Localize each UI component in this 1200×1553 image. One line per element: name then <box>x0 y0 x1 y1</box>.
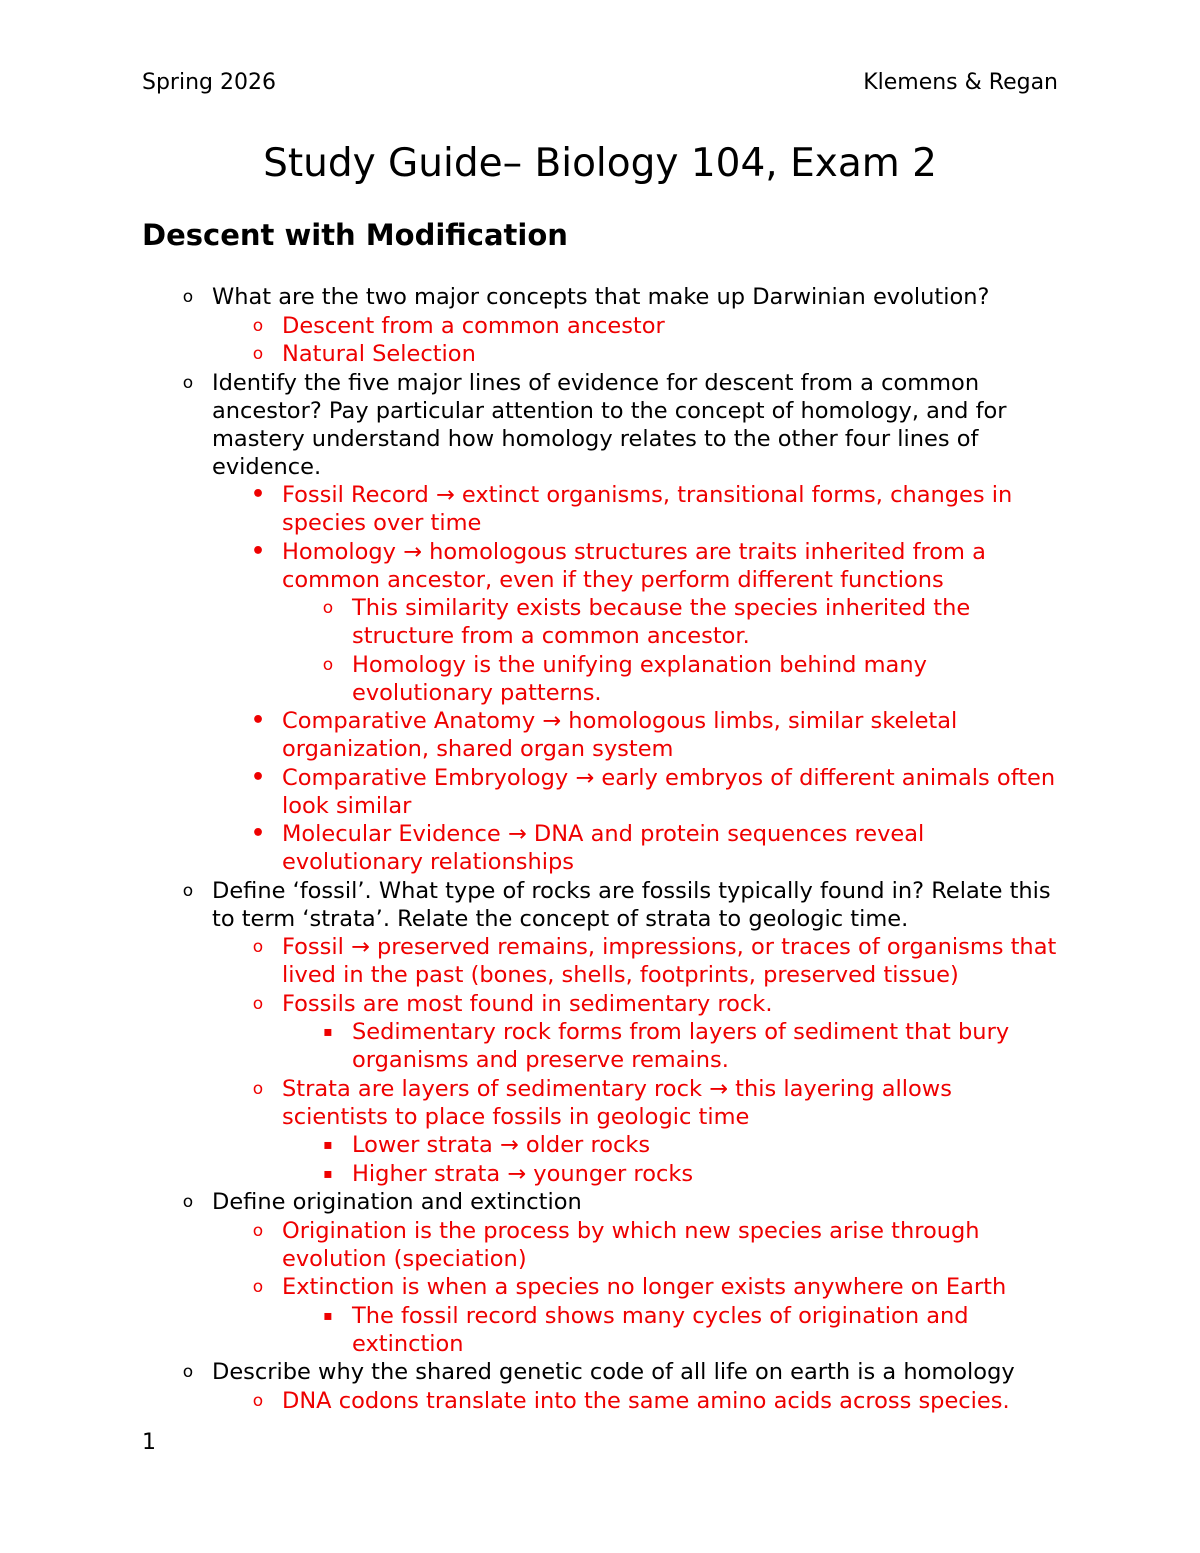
bullet-circle-icon: o <box>252 1220 264 1241</box>
item-text: DNA codons translate into the same amino acids across species. <box>282 1387 1010 1414</box>
header-authors: Klemens & Regan <box>863 70 1058 95</box>
outline-list <box>0 283 1200 1415</box>
question-item <box>182 1358 1072 1386</box>
item-text: Origination is the process by which new species arise through evolution (speciation) <box>282 1217 980 1272</box>
bullet-circle-icon: o <box>252 1277 264 1297</box>
answer-item <box>252 312 1062 340</box>
bullet-square-icon: ▪ <box>323 1137 333 1153</box>
item-text: Comparative Anatomy → homologous limbs, similar skeletal organization, shared organ system <box>282 708 958 762</box>
item-text: The fossil record shows many cycles of origination and extinction <box>352 1302 969 1357</box>
answer-item <box>252 990 1062 1018</box>
bullet-circle-icon: o <box>322 654 334 675</box>
item-text: This similarity exists because the species inherited the structure from a common ancestor. <box>352 595 971 649</box>
answer-item <box>252 340 1062 368</box>
item-text: Strata are layers of sedimentary rock → this layering allows scientists to place fossils in geologic time <box>282 1075 952 1130</box>
question-item <box>182 369 1072 481</box>
page-number: 1 <box>142 1430 156 1455</box>
item-text: Identify the five major lines of evidence for descent from a common ancestor? Pay particular attention to the concept of homology, and for mastery understand how homology relates to the other four lines of evidence. <box>212 369 1007 480</box>
answer-item <box>323 1302 1062 1358</box>
header-term: Spring 2026 <box>142 70 276 95</box>
answer-item <box>250 820 1062 876</box>
question-item <box>182 1188 1072 1216</box>
item-text: Homology is the unifying explanation behind many evolutionary patterns. <box>352 651 927 706</box>
item-text: Descent from a common ancestor <box>282 312 665 339</box>
item-text: Homology → homologous structures are traits inherited from a common ancestor, even if they perform different functions <box>282 538 986 593</box>
item-text: Molecular Evidence → DNA and protein sequences reveal evolutionary relationships <box>282 821 925 875</box>
bullet-circle-icon: o <box>182 1362 194 1382</box>
answer-item <box>252 1387 1062 1415</box>
bullet-disc-icon: • <box>250 821 266 846</box>
bullet-circle-icon: o <box>182 372 194 393</box>
answer-item <box>252 1217 1062 1273</box>
answer-item <box>322 651 1062 707</box>
answer-item <box>323 1018 1062 1074</box>
bullet-circle-icon: o <box>322 598 334 618</box>
bullet-circle-icon: o <box>182 1192 194 1212</box>
bullet-disc-icon: • <box>250 482 266 507</box>
item-text: Define ‘fossil’. What type of rocks are fossils typically found in? Relate this to term ‘strata’. Relate the concept of strata to geologic time. <box>212 877 1051 932</box>
answer-item <box>323 1160 1062 1188</box>
item-text: Define origination and extinction <box>212 1189 582 1215</box>
answer-item <box>252 1273 1062 1301</box>
page-title: Study Guide– Biology 104, Exam 2 <box>263 141 937 186</box>
bullet-circle-icon: o <box>252 344 264 364</box>
item-text: Describe why the shared genetic code of all life on earth is a homology <box>212 1359 1015 1385</box>
answer-item <box>250 538 1062 594</box>
bullet-circle-icon: o <box>182 287 194 307</box>
answer-item <box>322 594 1062 650</box>
bullet-disc-icon: • <box>250 764 266 790</box>
bullet-square-icon: ▪ <box>323 1024 333 1040</box>
answer-item <box>252 933 1062 989</box>
bullet-circle-icon: o <box>252 993 264 1014</box>
item-text: Comparative Embryology → early embryos of different animals often look similar <box>282 764 1056 819</box>
answer-item <box>250 764 1062 820</box>
bullet-square-icon: ▪ <box>323 1307 333 1324</box>
bullet-disc-icon: • <box>250 708 266 733</box>
item-text: Extinction is when a species no longer exists anywhere on Earth <box>282 1274 1007 1300</box>
item-text: Sedimentary rock forms from layers of sediment that bury organisms and preserve remains. <box>352 1019 1010 1073</box>
answer-item <box>323 1131 1062 1159</box>
bullet-square-icon: ▪ <box>323 1165 333 1182</box>
section-heading: Descent with Modification <box>142 218 568 252</box>
question-item <box>182 877 1072 933</box>
bullet-circle-icon: o <box>252 1390 264 1411</box>
item-text: Fossil Record → extinct organisms, transitional forms, changes in species over time <box>282 482 1013 536</box>
item-text: Natural Selection <box>282 341 476 367</box>
question-item <box>182 283 1072 311</box>
item-text: Fossils are most found in sedimentary rock. <box>282 990 773 1017</box>
item-text: Fossil → preserved remains, impressions, or traces of organisms that lived in the past (bones, shells, footprints, preserved tissue) <box>282 934 1057 988</box>
item-text: What are the two major concepts that make up Darwinian evolution? <box>212 284 990 310</box>
bullet-circle-icon: o <box>252 315 264 336</box>
item-text: Lower strata → older rocks <box>352 1132 651 1158</box>
bullet-circle-icon: o <box>252 937 264 957</box>
item-text: Higher strata → younger rocks <box>352 1160 694 1187</box>
answer-item <box>250 481 1062 537</box>
bullet-disc-icon: • <box>250 538 266 564</box>
answer-item <box>252 1075 1062 1131</box>
answer-item <box>250 707 1062 763</box>
bullet-circle-icon: o <box>182 880 194 901</box>
bullet-circle-icon: o <box>252 1078 264 1099</box>
